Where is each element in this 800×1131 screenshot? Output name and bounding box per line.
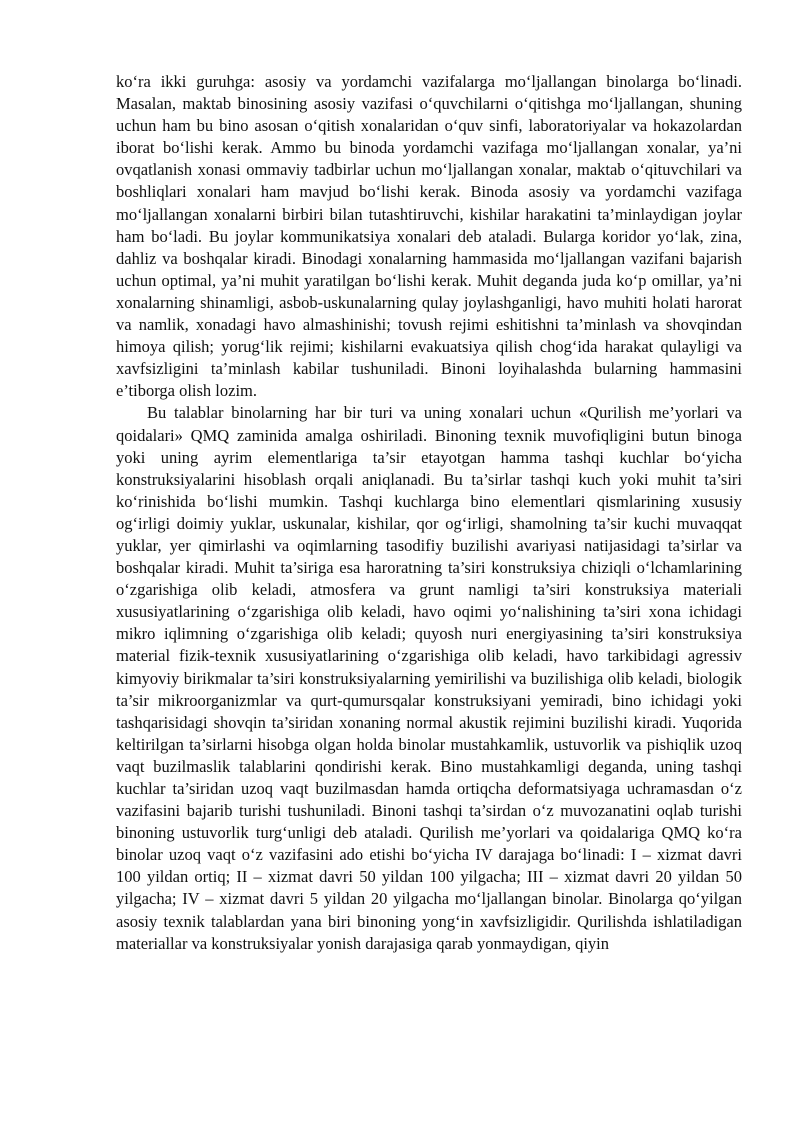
document-page [116, 71, 742, 955]
paragraph-requirements: Bu talablar binolarning har bir turi va uning xonalari uchun «Qurilish me’yorlari va qoidalari» QMQ zaminida amalga oshiriladi. Binoning texnik muvofiqligini butun binoga yoki uning ayrim elementlariga ta’sir etayotgan hamma tashqi kuchlar bo‘yicha konstruksiyalarini hisoblash orqali aniqlanadi. Bu ta’sirlar tashqi kuch yoki muhit ta’siri ko‘rinishida bo‘lishi mumkin. Tashqi kuchlarga bino elementlari qismlarining xususiy og‘irligi doimiy yuklar, uskunalar, kishilar, qor og‘irligi, shamolning ta’sir kuchi muvaqqat yuklar, yer qimirlashi va oqimlarning tasodifiy buzilishi avariyasi natijasidagi ta’sirlar va boshqalar kiradi. Muhit ta’siriga esa haroratning ta’siri konstruksiya chiziqli o‘lchamlarining o‘zgarishiga olib keladi, atmosfera va grunt namligi ta’siri konstruksiya materiali xususiyatlarining o‘zgarishiga olib keladi, havo oqimi yo‘nalishining ta’siri xona ichidagi mikro iqlimning o‘zgarishiga olib keladi; quyosh nuri energiyasining ta’siri konstruksiya material fizik-texnik xususiyatlarining o‘zgarishiga olib keladi, havo tarkibidagi agressiv kimyoviy birikmalar ta’siri konstruksiyalarning yemirilishi va buzilishiga olib keladi, biologik ta’sir mikroorganizmlar va qurt-qumursqalar konstruksiyani yemiradi, bino ichidagi yoki tashqarisidagi shovqin ta’siridan xonaning normal akustik rejimini buzilishi kiradi. Yuqorida keltirilgan ta’sirlarni hisobga olgan holda binolar mustahkamlik, ustuvorlik va pishiqlik uzoq vaqt buzilmaslik talablarini qondirishi kerak. Bino mustahkamligi deganda, uning tashqi kuchlar ta’siridan uzoq vaqt buzilmasdan hamda ortiqcha deformatsiyaga uchramasdan o‘z vazifasini bajarib turishi tushuniladi. Binoni tashqi ta’sirdan o‘z muvozanatini oqlab turishi binoning ustuvorlik turg‘unligi deb ataladi. Qurilish me’yorlari va qoidalariga QMQ ko‘ra binolar uzoq vaqt o‘z vazifasini ado etishi bo‘yicha IV darajaga bo‘linadi: I – xizmat davri 100 yildan ortiq; II – xizmat davri 50 yildan 100 yilgacha; III – xizmat davri 20 yildan 50 yilgacha; IV – xizmat davri 5 yildan 20 yilgacha mo‘ljallangan binolar. Binolarga qo‘yilgan asosiy texnik talablardan yana biri binoning yong‘in xavfsizligidir. Qurilishda ishlatiladigan materiallar va konstruksiyalar yonish darajasiga qarab yonmaydigan, qiyin [116, 403, 742, 953]
paragraph-continuation: ko‘ra ikki guruhga: asosiy va yordamchi vazifalarga mo‘ljallangan binolarga bo‘linadi. Masalan, maktab binosining asosiy vazifasi o‘quvchilarni o‘qitishga mo‘ljallangan, shuning uchun ham bu bino asosan o‘qitish xonalaridan o‘quv sinfi, laboratoriyalar va hokazolardan iborat bo‘lishi kerak. Ammo bu binoda yordamchi vazifaga mo‘ljallangan xonalar, ya’ni ovqatlanish xonasi ommaviy tadbirlar uchun mo‘ljallangan xonalar, maktab o‘qituvchilari va boshliqlari xonalari ham mavjud bo‘lishi kerak. Binoda asosiy va yordamchi vazifaga mo‘ljallangan xonalarni birbiri bilan tutashtiruvchi, kishilar harakatini ta’minlaydigan joylar ham bo‘ladi. Bu joylar kommunikatsiya xonalari deb ataladi. Bularga koridor yo‘lak, zina, dahliz va boshqalar kiradi. Binodagi xonalarning hammasida mo‘ljallangan vazifani bajarish uchun optimal, ya’ni muhit yaratilgan bo‘lishi kerak. Muhit deganda juda ko‘p omillar, ya’ni xonalarning shinamligi, asbob-uskunalarning qulay joylashganligi, havo muhiti holati harorat va namlik, xonadagi havo almashinishi; tovush rejimi eshitishni ta’minlash va shovqindan himoya qilish; yorug‘lik rejimi; kishilarni evakuatsiya qilish chog‘ida harakat qulayligi va xavfsizligini ta’minlash kabilar tushuniladi. Binoni loyihalashda bularning hammasini e’tiborga olish lozim. [116, 72, 742, 401]
